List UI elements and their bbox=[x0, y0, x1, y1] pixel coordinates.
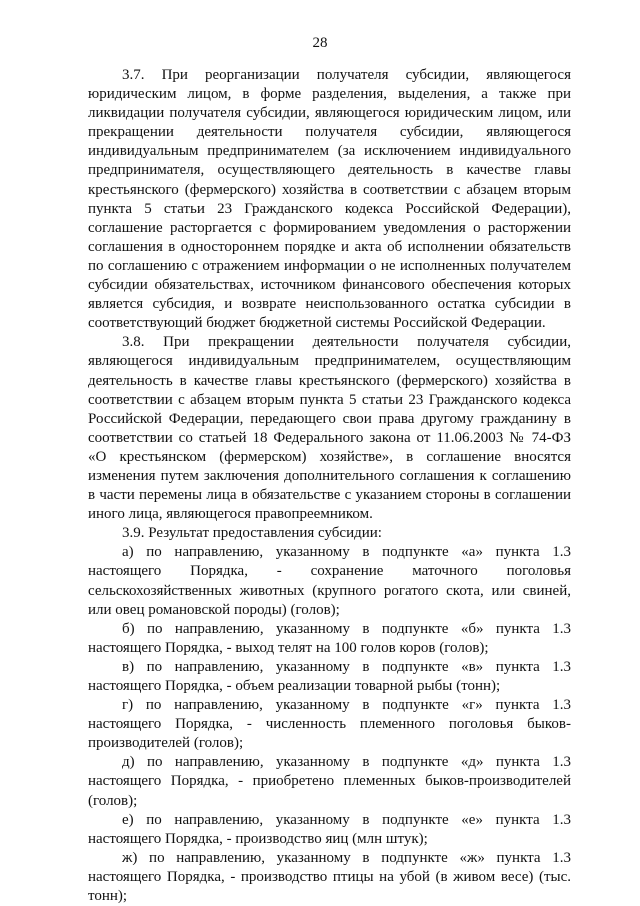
list-item-b: б) по направлению, указанному в подпункте «б» пункта 1.3 настоящего Порядка, - выход телят на 100 голов коров (голов); bbox=[88, 620, 571, 656]
paragraph-3-9-heading: 3.9. Результат предоставления субсидии: bbox=[122, 525, 382, 542]
paragraph-3-7: 3.7. При реорганизации получателя субсидии, являющегося юридическим лицом, в форме разделения, выделения, а также при ликвидации получателя субсидии, являющегося юридическим лицом, или прекращении деятельности получателя субсидии, являющегося индивидуальным предпринимателем (за исключением индивидуального предпринимателя, осуществляющего деятельность в качестве главы крестьянского (фермерского) хозяйства в соответствии с абзацем вторым пункта 5 статьи 23 Гражданского кодекса Российской Федерации), соглашение расторгается с формированием уведомления о расторжении соглашения в одностороннем порядке и акта об исполнении обязательств по соглашению с отражением информации о не исполненных получателем субсидии обязательствах, источником финансового обеспечения которых является субсидия, и возврате неиспользованного остатка субсидии в соответствующий бюджет бюджетной системы Российской Федерации. bbox=[88, 67, 571, 332]
list-item-d: д) по направлению, указанному в подпункте «д» пункта 1.3 настоящего Порядка, - приобретено племенных быков-производителей (голов); bbox=[88, 754, 571, 809]
paragraph-3-8: 3.8. При прекращении деятельности получателя субсидии, являющегося индивидуальным предпринимателем, осуществляющим деятельность в качестве главы крестьянского (фермерского) хозяйства в соответствии с абзацем вторым пункта 5 статьи 23 Гражданского кодекса Российской Федерации, передающего свои права другому гражданину в соответствии со статьей 18 Федерального закона от 11.06.2003 № 74-ФЗ «О крестьянском (фермерском) хозяйстве», в соглашение вносятся изменения путем заключения дополнительного соглашения к соглашению в части перемены лица в обязательстве с указанием стороны в соглашении иного лица, являющегося правопреемником. bbox=[88, 334, 571, 523]
page-number: 28 bbox=[312, 35, 328, 51]
list-item-zh: ж) по направлению, указанному в подпункте «ж» пункта 1.3 настоящего Порядка, - производство птицы на убой (в живом весе) (тыс. тонн); bbox=[88, 849, 571, 905]
list-item-g: г) по направлению, указанному в подпункте «г» пункта 1.3 настоящего Порядка, - численность племенного поголовья быков-производителей (голов); bbox=[88, 697, 571, 752]
list-item-v: в) по направлению, указанному в подпункте «в» пункта 1.3 настоящего Порядка, - объем реализации товарной рыбы (тонн); bbox=[88, 658, 571, 694]
list-item-a: а) по направлению, указанному в подпункте «а» пункта 1.3 настоящего Порядка, - сохранение маточного поголовья сельскохозяйственных животных (крупного рогатого скота, или свиней, или овец романовской породы) (голов); bbox=[88, 544, 571, 618]
document-body bbox=[88, 66, 571, 906]
list-item-e: е) по направлению, указанному в подпункте «е» пункта 1.3 настоящего Порядка, - производство яиц (млн штук); bbox=[88, 811, 571, 847]
